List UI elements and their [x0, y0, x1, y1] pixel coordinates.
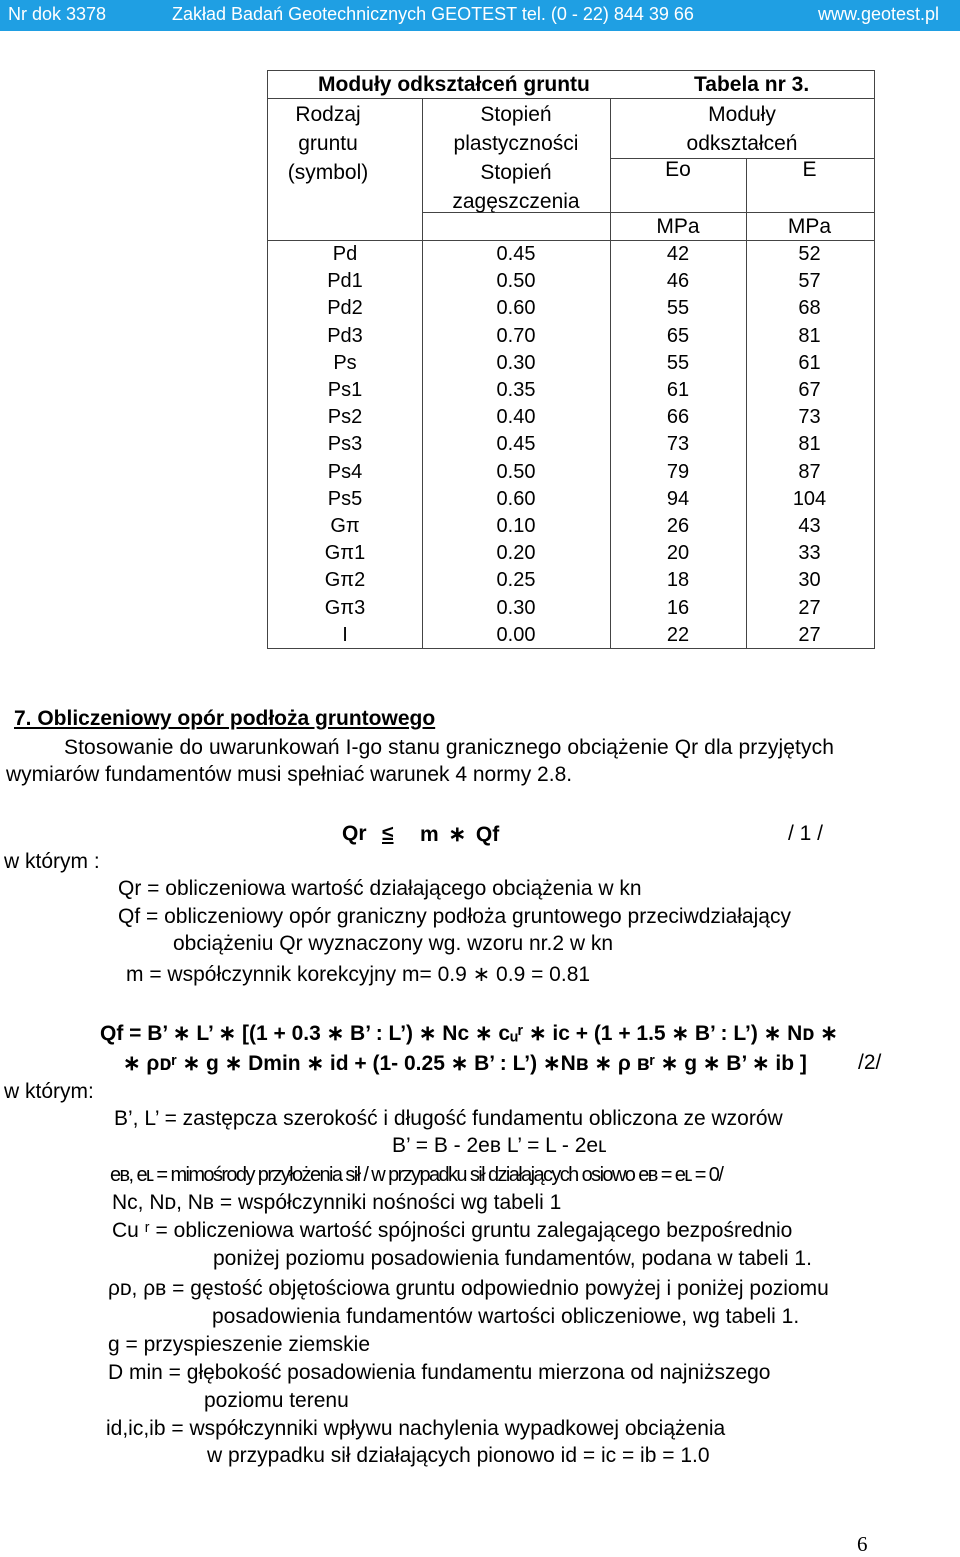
table-row-14-soil-symbol: Gπ3 [324, 596, 366, 619]
table-row-14-eo-value: 16 [666, 596, 690, 619]
table-row-1-eo-value: 42 [666, 243, 690, 265]
where2-label: w którym: [4, 1080, 94, 1103]
table-row-1-e-value: 52 [798, 243, 821, 265]
header-divider-b [267, 240, 874, 241]
section-heading: 7. Obliczeniowy opór podłoża gruntowego [14, 707, 436, 730]
table-row-11-plasticity-value: 0.10 [496, 515, 536, 537]
table-row-9-plasticity-value: 0.50 [496, 460, 536, 483]
table-row-2-eo-value: 46 [666, 270, 690, 293]
table-row-2-plasticity-value: 0.50 [496, 270, 536, 293]
where1-qr: Qr = obliczeniowa wartość działającego obciążenia w kn [118, 877, 642, 900]
table-number: Tabela nr 3. [694, 73, 810, 96]
table-row-6-eo-value: 61 [666, 379, 690, 401]
table-row-5-plasticity-value: 0.30 [496, 351, 536, 374]
table-row-13-eo-value: 18 [666, 569, 690, 592]
table-row-5-eo-value: 55 [666, 351, 690, 374]
table-row-3-eo-value: 55 [666, 297, 690, 320]
table-row-8-e-value: 81 [798, 433, 821, 456]
section-paragraph-line1: Stosowanie do uwarunkowań I-go stanu granicznego obciążenie Qr dla przyjętych [64, 736, 834, 759]
table-row-12-soil-symbol: Gπ1 [324, 542, 366, 565]
table-row-6-soil-symbol: Ps1 [327, 379, 363, 401]
table-row-11-eo-value: 26 [666, 515, 690, 537]
table-row-4-plasticity-value: 0.70 [496, 324, 536, 347]
table-row-4-soil-symbol: Pd3 [327, 324, 363, 347]
unit-eo: MPa [656, 215, 700, 238]
table-row-2-soil-symbol: Pd1 [327, 270, 363, 293]
table-row-8-eo-value: 73 [666, 433, 690, 456]
table-row-14-plasticity-value: 0.30 [496, 596, 536, 619]
col-eo-header: Eo [665, 158, 691, 181]
where2-g: g = przyspieszenie ziemskie [108, 1333, 371, 1356]
where2-i-line1: id,ic,ib = współczynniki wpływu nachylenia wypadkowej obciążenia [106, 1417, 726, 1440]
section-paragraph-line2: wymiarów fundamentów musi spełniać warunek 4 normy 2.8. [6, 763, 573, 786]
where2-bl-line2: B’ = B - 2eʙ L’ = L - 2eʟ [392, 1134, 607, 1157]
table-row-12-e-value: 33 [798, 542, 821, 565]
table-row-6-e-value: 67 [798, 379, 821, 401]
table-row-10-plasticity-value: 0.60 [496, 487, 536, 510]
where2-bl-line1: B’, L’ = zastępcza szerokość i długość fundamentu obliczona ze wzorów [114, 1107, 783, 1130]
table-row-13-plasticity-value: 0.25 [496, 569, 536, 592]
where2-cu-line2: poniżej poziomu posadowienia fundamentów, podana w tabeli 1. [213, 1247, 812, 1270]
table-row-9-eo-value: 79 [666, 460, 690, 483]
table-row-7-e-value: 73 [798, 406, 821, 429]
table-row-13-e-value: 30 [798, 569, 821, 592]
table-row-6-plasticity-value: 0.35 [496, 379, 536, 401]
table-row-10-e-value: 104 [792, 487, 827, 510]
where2-eccentricity: eʙ, eʟ = mimośrody przyłożenia sił / w przypadku sił działających osiowo eʙ = eʟ = 0/ [110, 1164, 723, 1186]
formula2-number: /2/ [858, 1051, 882, 1074]
formula2-line1: Qf = B’ ∗ L’ ∗ [(1 + 0.3 ∗ B’ : L’) ∗ Nc ∗ cᵤʳ ∗ ic + (1 + 1.5 ∗ B’ : L’) ∗ Nᴅ ∗ [100, 1022, 838, 1045]
table-row-5-e-value: 61 [798, 351, 821, 374]
formula2-line2: ∗ ρᴅʳ ∗ g ∗ Dmin ∗ id + (1- 0.25 ∗ B’ : L’) ∗Nʙ ∗ ρ ʙʳ ∗ g ∗ B’ ∗ ib ] [123, 1052, 807, 1075]
where2-rho-line1: ρᴅ, ρʙ = gęstość objętościowa gruntu odpowiednio powyżej i poniżej poziomu [108, 1277, 829, 1300]
where2-dmin-line2: poziomu terenu [204, 1389, 349, 1412]
formula1-rhs: m ∗ Qf [420, 823, 500, 846]
formula1-lhs: Qr [342, 822, 367, 845]
table-row-15-e-value: 27 [798, 623, 821, 646]
table-row-8-soil-symbol: Ps3 [327, 433, 363, 456]
table-row-15-plasticity-value: 0.00 [496, 623, 536, 646]
table-row-9-soil-symbol: Ps4 [327, 460, 363, 483]
table-row-1-plasticity-value: 0.45 [496, 243, 536, 265]
page-number: 6 [857, 1532, 868, 1556]
company-info: Zakład Badań Geotechnicznych GEOTEST tel. (0 - 22) 844 39 66 [172, 4, 694, 24]
table-row-15-soil-symbol: I [342, 623, 348, 646]
table-row-2-e-value: 57 [798, 270, 821, 293]
table-row-14-e-value: 27 [798, 596, 821, 619]
table-row-3-plasticity-value: 0.60 [496, 297, 536, 320]
table-row-13-soil-symbol: Gπ2 [324, 569, 366, 592]
where1-qf-line1: Qf = obliczeniowy opór graniczny podłoża gruntowego przeciwdziałający [118, 905, 791, 928]
col-soil-type-header: Rodzaj gruntu (symbol) [287, 103, 369, 184]
col-e-header: E [802, 158, 817, 181]
where1-qf-line2: obciążeniu Qr wyznaczony wg. wzoru nr.2 w kn [173, 932, 614, 955]
unit-e: MPa [787, 215, 832, 238]
table-row-10-soil-symbol: Ps5 [327, 487, 363, 510]
table-row-11-soil-symbol: Gπ [330, 515, 360, 537]
table-row-8-plasticity-value: 0.45 [496, 433, 536, 456]
table-row-4-e-value: 81 [798, 324, 821, 347]
table-row-1-soil-symbol: Pd [332, 243, 358, 265]
where2-i-line2: w przypadku sił działających pionowo id = ic = ib = 1.0 [207, 1444, 710, 1467]
where1-label: w którym : [4, 850, 100, 873]
formula1-operator: ≤ [382, 822, 394, 845]
table-row-7-eo-value: 66 [666, 406, 690, 429]
formula1-number: / 1 / [788, 822, 824, 845]
table-row-7-plasticity-value: 0.40 [496, 406, 536, 429]
where2-bearing-factors: Nc, Nᴅ, Nʙ = współczynniki nośności wg tabeli 1 [112, 1191, 562, 1214]
table-row-12-plasticity-value: 0.20 [496, 542, 536, 565]
website-link[interactable]: www.geotest.pl [818, 4, 940, 24]
where1-m: m = współczynnik korekcyjny m= 0.9 ∗ 0.9 = 0.81 [126, 963, 591, 986]
where2-rho-line2: posadowienia fundamentów wartości obliczeniowe, wg tabeli 1. [212, 1305, 800, 1328]
table-row-5-soil-symbol: Ps [333, 351, 357, 374]
where2-dmin-line1: D min = głębokość posadowienia fundamentu mierzona od najniższego [108, 1361, 771, 1384]
col-plasticity-header: Stopień plastyczności Stopień zagęszczenia [452, 103, 580, 213]
table-title-divider [267, 98, 874, 99]
where2-cu-line1: Cu ʳ = obliczeniowa wartość spójności gruntu zalegającego bezpośrednio [112, 1219, 793, 1242]
table-row-12-eo-value: 20 [666, 542, 690, 565]
table-row-9-e-value: 87 [798, 460, 821, 483]
table-row-11-e-value: 43 [798, 515, 821, 537]
table-row-10-eo-value: 94 [666, 487, 690, 510]
col-moduli-header: Moduły odkształceń [686, 103, 798, 155]
table-title: Moduły odkształceń gruntu [318, 73, 590, 96]
table-row-3-e-value: 68 [798, 297, 821, 320]
header-bar [0, 0, 960, 31]
table-row-7-soil-symbol: Ps2 [327, 406, 363, 429]
table-row-4-eo-value: 65 [666, 324, 690, 347]
table-row-3-soil-symbol: Pd2 [327, 297, 363, 320]
doc-number: Nr dok 3378 [8, 4, 107, 24]
table-row-15-eo-value: 22 [666, 623, 690, 646]
